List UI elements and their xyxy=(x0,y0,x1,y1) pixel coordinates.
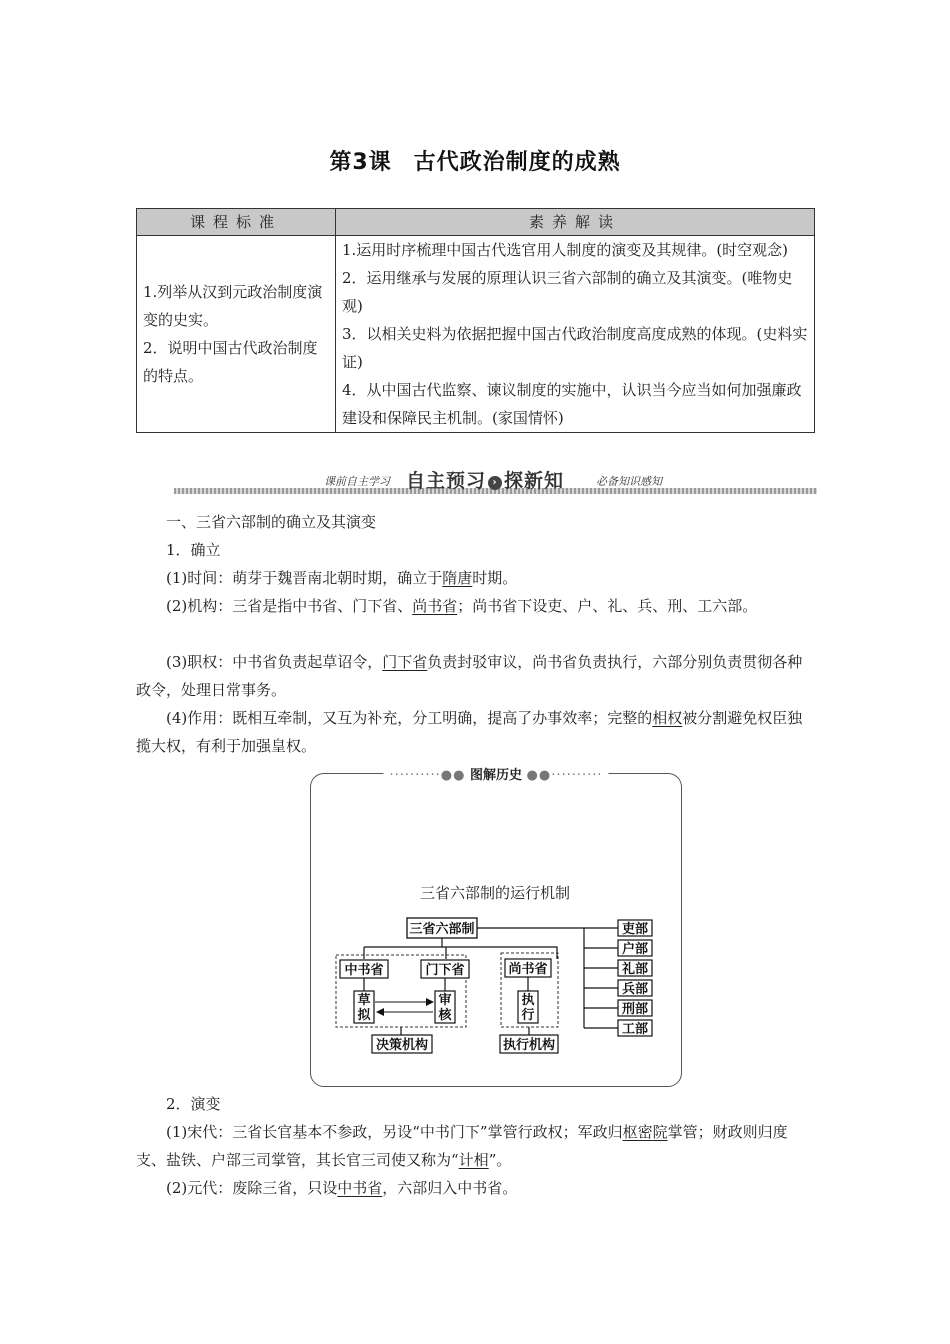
literacy-item: 2．运用继承与发展的原理认识三省六部制的确立及其演变。(唯物史观) xyxy=(342,269,793,315)
table-header-literacy: 素养解读 xyxy=(336,209,815,236)
node-shenhe-char: 审 xyxy=(438,993,452,1008)
ministry-label: 礼部 xyxy=(621,962,649,977)
node-shenhe-char: 核 xyxy=(438,1008,452,1023)
standard-item: 1.列举从汉到元政治制度演变的史实。 xyxy=(143,283,323,329)
ministry-label: 工部 xyxy=(621,1022,649,1037)
arrow-icon: › xyxy=(488,476,502,490)
node-zhixing-char: 执 xyxy=(521,993,535,1008)
table-header-standards: 课程标准 xyxy=(137,209,336,236)
ministry-label: 户部 xyxy=(621,942,649,957)
section-banner xyxy=(174,466,817,496)
literacy-item: 4．从中国古代监察、谏议制度的实施中，认识当今应当如何加强廉政建设和保障民主机制。(家国情怀) xyxy=(342,381,802,427)
node-zhixing-char: 行 xyxy=(521,1008,535,1023)
literacy-cell xyxy=(336,236,815,433)
lesson-name: 古代政治制度的成熟 xyxy=(413,150,621,175)
banner-right-text: 必备知识感知 xyxy=(596,475,662,488)
answer-blank: 尚书省 xyxy=(412,597,458,615)
ministry-label: 兵部 xyxy=(621,982,649,997)
literacy-item: 1.运用时序梳理中国古代选官用人制度的演变及其规律。(时空观念) xyxy=(342,241,789,259)
node-shangshu-label: 尚书省 xyxy=(508,962,548,977)
ministry-label: 刑部 xyxy=(621,1002,649,1017)
banner-main-text: 自主预习 › 探新知 xyxy=(406,470,565,492)
standards-cell xyxy=(137,236,336,433)
answer-blank: 相权 xyxy=(652,709,683,727)
ministry-label: 吏部 xyxy=(621,922,649,937)
answer-blank: 计相 xyxy=(458,1151,489,1169)
paragraph-time: (1)时间：萌芽于魏晋南北朝时期，确立于隋唐时期。 xyxy=(166,569,518,587)
subheading-evolution: 2．演变 xyxy=(166,1095,221,1113)
answer-blank: 中书省 xyxy=(337,1179,383,1197)
node-zhongshu-label: 中书省 xyxy=(344,963,384,978)
lesson-number: 第3课 xyxy=(329,150,392,175)
standards-table xyxy=(136,208,815,433)
answer-blank: 门下省 xyxy=(382,653,428,671)
banner-left-text: 课前自主学习 xyxy=(324,475,390,488)
node-menxia-label: 门下省 xyxy=(425,963,465,978)
standard-item: 2．说明中国古代政治制度的特点。 xyxy=(143,339,318,385)
paragraph-song: (1)宋代：三省长官基本不参政，另设“中书门下”掌管行政权；军政归枢密院掌管；财政则归度支、盐铁、户部三司掌管，其长官三司使又称为“计相”。 xyxy=(136,1123,788,1169)
paragraph-yuan: (2)元代：废除三省，只设中书省，六部归入中书省。 xyxy=(166,1179,518,1197)
subheading-establish: 1．确立 xyxy=(166,541,221,559)
node-caoni-char: 草 xyxy=(357,993,371,1008)
answer-blank: 枢密院 xyxy=(622,1123,668,1141)
node-execution-label: 执行机构 xyxy=(502,1038,556,1053)
answer-blank: 隋唐 xyxy=(442,569,473,587)
page-title xyxy=(0,145,950,176)
figure-caption: 三省六部制的运行机制 xyxy=(419,884,570,902)
paragraph-effect: (4)作用：既相互牵制，又互为补充，分工明确，提高了办事效率；完整的相权被分割避免权臣独揽大权，有利于加强皇权。 xyxy=(136,709,803,755)
figure-header: ··········●● 图解历史 ●●·········· xyxy=(383,764,608,783)
system-diagram xyxy=(334,915,664,1057)
literacy-item: 3．以相关史料为依据把握中国古代政治制度高度成熟的体现。(史料实证) xyxy=(342,325,808,371)
section-heading: 一、三省六部制的确立及其演变 xyxy=(166,513,377,531)
paragraph-powers: (3)职权：中书省负责起草诏令，门下省负责封驳审议，尚书省负责执行，六部分别负责贯彻各种政令，处理日常事务。 xyxy=(136,653,803,699)
paragraph-institutions: (2)机构：三省是指中书省、门下省、尚书省；尚书省下设吏、户、礼、兵、刑、工六部。 xyxy=(166,597,758,615)
node-decision-label: 决策机构 xyxy=(375,1038,429,1053)
node-top-label: 三省六部制 xyxy=(409,922,475,937)
node-caoni-char: 拟 xyxy=(357,1008,371,1023)
